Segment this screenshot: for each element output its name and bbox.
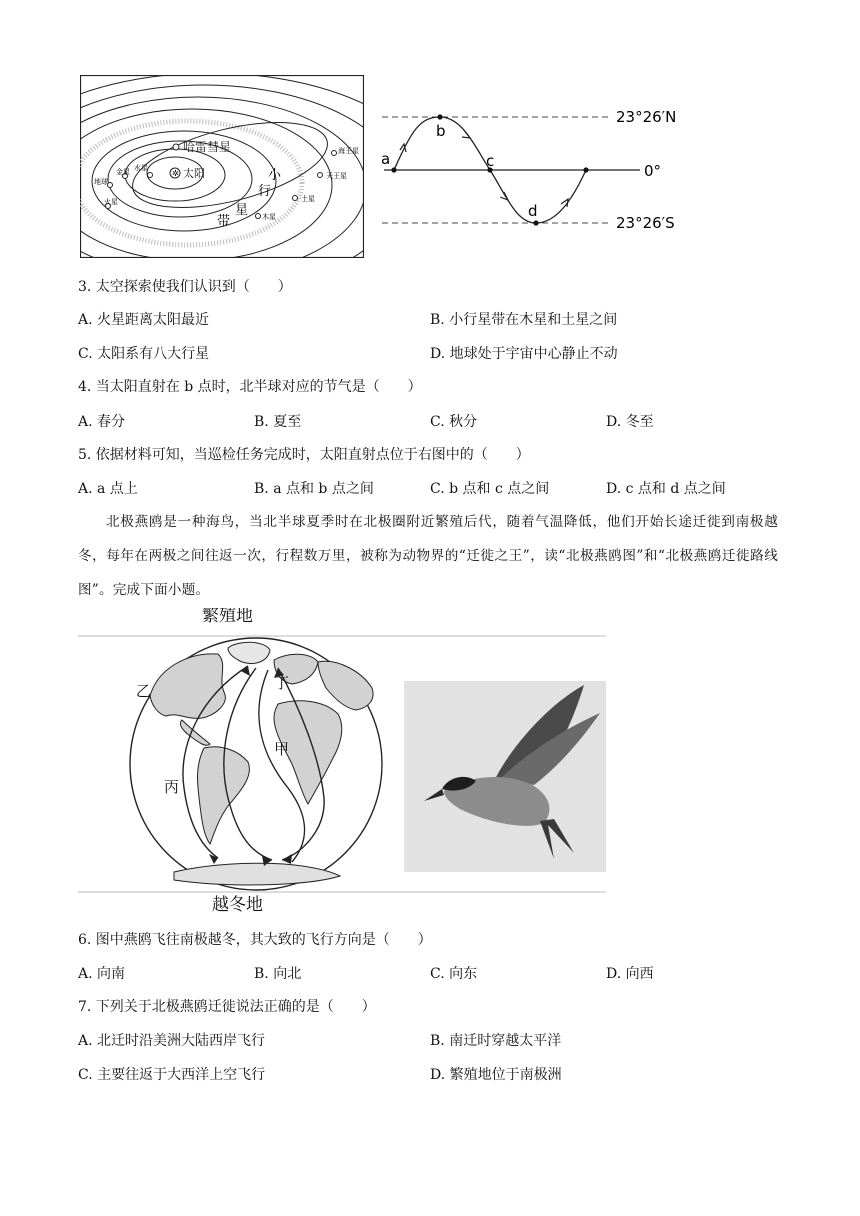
q7-option-c: C. 主要往返于大西洋上空飞行 [78,1067,266,1083]
sun-label: 太阳 [183,167,205,180]
solar-system-figure [80,75,364,258]
point-b [437,114,442,119]
equator-label: 0° [644,162,662,180]
mars-label: 火星 [104,198,118,206]
passage-text: 北极燕鸥是一种海鸟，当北半球夏季时在北极圈附近繁殖后代，随着气温降低，他们开始长途迁徙到南极越冬，每年在两极之间往返一次，行程数万里，被称为动物界的“迁徙之王”，读“北极燕鸥图”和“北极燕鸥迁徙路线图”。完成下面小题。 [78,514,778,598]
neptune-label: 海王星 [338,147,359,155]
q3-option-c: C. 太阳系有八大行星 [78,346,210,362]
q4-option-d: D. 冬至 [606,414,654,430]
label-yi: 乙 [136,682,152,700]
arctic-tern-illustration [404,681,606,872]
point-d [533,220,538,225]
comet-icon [173,144,179,150]
saturn-label: 土星 [301,195,315,203]
north-america-shape [150,654,225,718]
south-tropic-label: 23°26′S [616,214,675,230]
label-d: d [528,202,538,220]
q6-option-c: C. 向东 [430,966,478,982]
jupiter-label: 木星 [262,213,276,221]
question-7-stem: 7. 下列关于北极燕鸥迁徙说法正确的是（ ） [78,999,376,1015]
q3-option-a: A. 火星距离太阳最近 [78,312,210,328]
belt-char-4: 带 [217,214,231,229]
q4-option-c: C. 秋分 [430,414,478,430]
q5-option-c: C. b 点和 c 点之间 [430,481,550,497]
question-4-stem: 4. 当太阳直射在 b 点时，北半球对应的节气是（ ） [78,379,422,395]
belt-char-2: 行 [258,184,272,199]
svg-text:✲: ✲ [172,169,179,178]
arctic-tern-photo [404,681,606,872]
label-bing: 丙 [164,778,180,796]
uranus-label: 天王星 [326,172,347,180]
belt-char-3: 星 [235,203,249,218]
q6-option-b: B. 向北 [254,966,302,982]
label-c: c [486,152,495,170]
q7-option-d: D. 繁殖地位于南极洲 [430,1067,562,1083]
breeding-ground-label: 繁殖地 [202,608,253,626]
q5-option-b: B. a 点和 b 点之间 [254,481,374,497]
q7-option-b: B. 南迁时穿越太平洋 [430,1033,562,1049]
solar-system-diagram [80,75,364,258]
sun-direct-figure [378,100,688,230]
question-6-stem: 6. 图中燕鸥飞往南极越冬，其大致的飞行方向是（ ） [78,932,432,948]
q4-option-b: B. 夏至 [254,414,302,430]
north-tropic-label: 23°26′N [616,108,677,126]
label-a: a [381,150,391,168]
point-end [583,167,588,172]
comet-label: 哈雷彗星 [183,140,232,154]
earth-label: 地球 [94,178,108,186]
question-3-stem: 3. 太空探索使我们认识到（ ） [78,279,292,295]
q4-option-a: A. 春分 [78,414,126,430]
label-b: b [436,122,446,140]
venus-label: 金星 [116,168,130,176]
q3-option-d: D. 地球处于宇宙中心静止不动 [430,346,618,362]
label-ding: 丁 [274,674,290,692]
question-5-stem: 5. 依据材料可知，当巡检任务完成时，太阳直射点位于右图中的（ ） [78,447,530,463]
label-jia: 甲 [274,740,290,758]
q5-option-a: A. a 点上 [78,481,138,497]
mercury-label: 水星 [134,164,148,172]
q5-option-d: D. c 点和 d 点之间 [606,481,726,497]
wintering-ground-label: 越冬地 [212,895,263,915]
belt-char-1: 小 [268,168,282,183]
sun-direct-diagram [378,100,688,230]
q6-option-d: D. 向西 [606,966,654,982]
q6-option-a: A. 向南 [78,966,126,982]
point-a [391,167,396,172]
q3-option-b: B. 小行星带在木星和土星之间 [430,312,618,328]
q7-option-a: A. 北迁时沿美洲大陆西岸飞行 [78,1033,266,1049]
